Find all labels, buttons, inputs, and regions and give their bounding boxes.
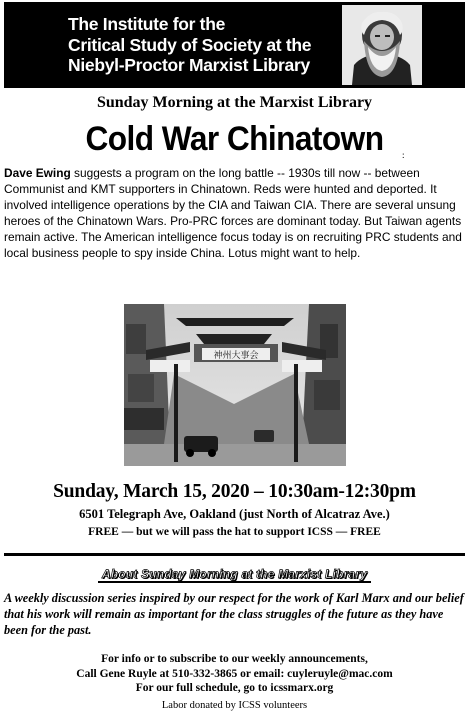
institute-name-line-2: Critical Study of Society at the xyxy=(68,34,312,55)
contact-info xyxy=(0,652,469,696)
event-address: 6501 Telegraph Ave, Oakland (just North of Alcatraz Ave.) xyxy=(79,507,390,521)
about-heading xyxy=(0,567,469,583)
karl-marx-portrait-image xyxy=(342,5,422,85)
institute-name xyxy=(68,14,338,76)
about-description: A weekly discussion series inspired by our respect for the work of Karl Marx and our belief that his work will remain as important for the class struggles of the future as they have been for the past. xyxy=(4,591,464,637)
gate-sign-text: 神州大事会 xyxy=(213,351,259,361)
about-heading-text: About Sunday Morning at the Marxist Library xyxy=(98,567,371,583)
contact-line-2: Call Gene Ruyle at 510-332-3865 or email: cuyleruyle@mac.com xyxy=(76,667,393,680)
event-date-time: Sunday, March 15, 2020 – 10:30am-12:30pm xyxy=(53,481,416,502)
event-description xyxy=(4,165,465,261)
header-banner xyxy=(4,2,465,88)
chinatown-gate-photo xyxy=(124,304,346,466)
title-mark: : xyxy=(402,150,405,160)
institute-name-line-1: The Institute for the xyxy=(68,14,226,34)
contact-line-3: For our full schedule, go to icssmarx.org xyxy=(135,682,334,694)
section-divider xyxy=(4,553,465,556)
footer-credit: Labor donated by ICSS volunteers xyxy=(161,700,308,711)
institute-name-line-3: Niebyl-Proctor Marxist Library xyxy=(68,55,310,75)
event-title: Cold War Chinatown xyxy=(85,120,384,158)
speaker-name: Dave Ewing xyxy=(4,166,71,180)
event-admission: FREE — but we will pass the hat to support ICSS — FREE xyxy=(88,526,381,538)
contact-line-1: For info or to subscribe to our weekly announcements, xyxy=(101,653,368,665)
series-subtitle: Sunday Morning at the Marxist Library xyxy=(96,94,373,111)
description-text: suggests a program on the long battle -- 1930s till now -- between Communist and KMT supporters in Chinatown. Reds were hunted and deported. It involved intelligence operations by the CIA and Taiwan CIA. There are several unsung heroes of the Chinatown Wars. Pro-PRC forces are dominant today. But Taiwan agents remain active. The American intelligence focus today is on recruiting PRC students and local business people to spy inside China. Lotus might want to help. xyxy=(4,166,462,260)
